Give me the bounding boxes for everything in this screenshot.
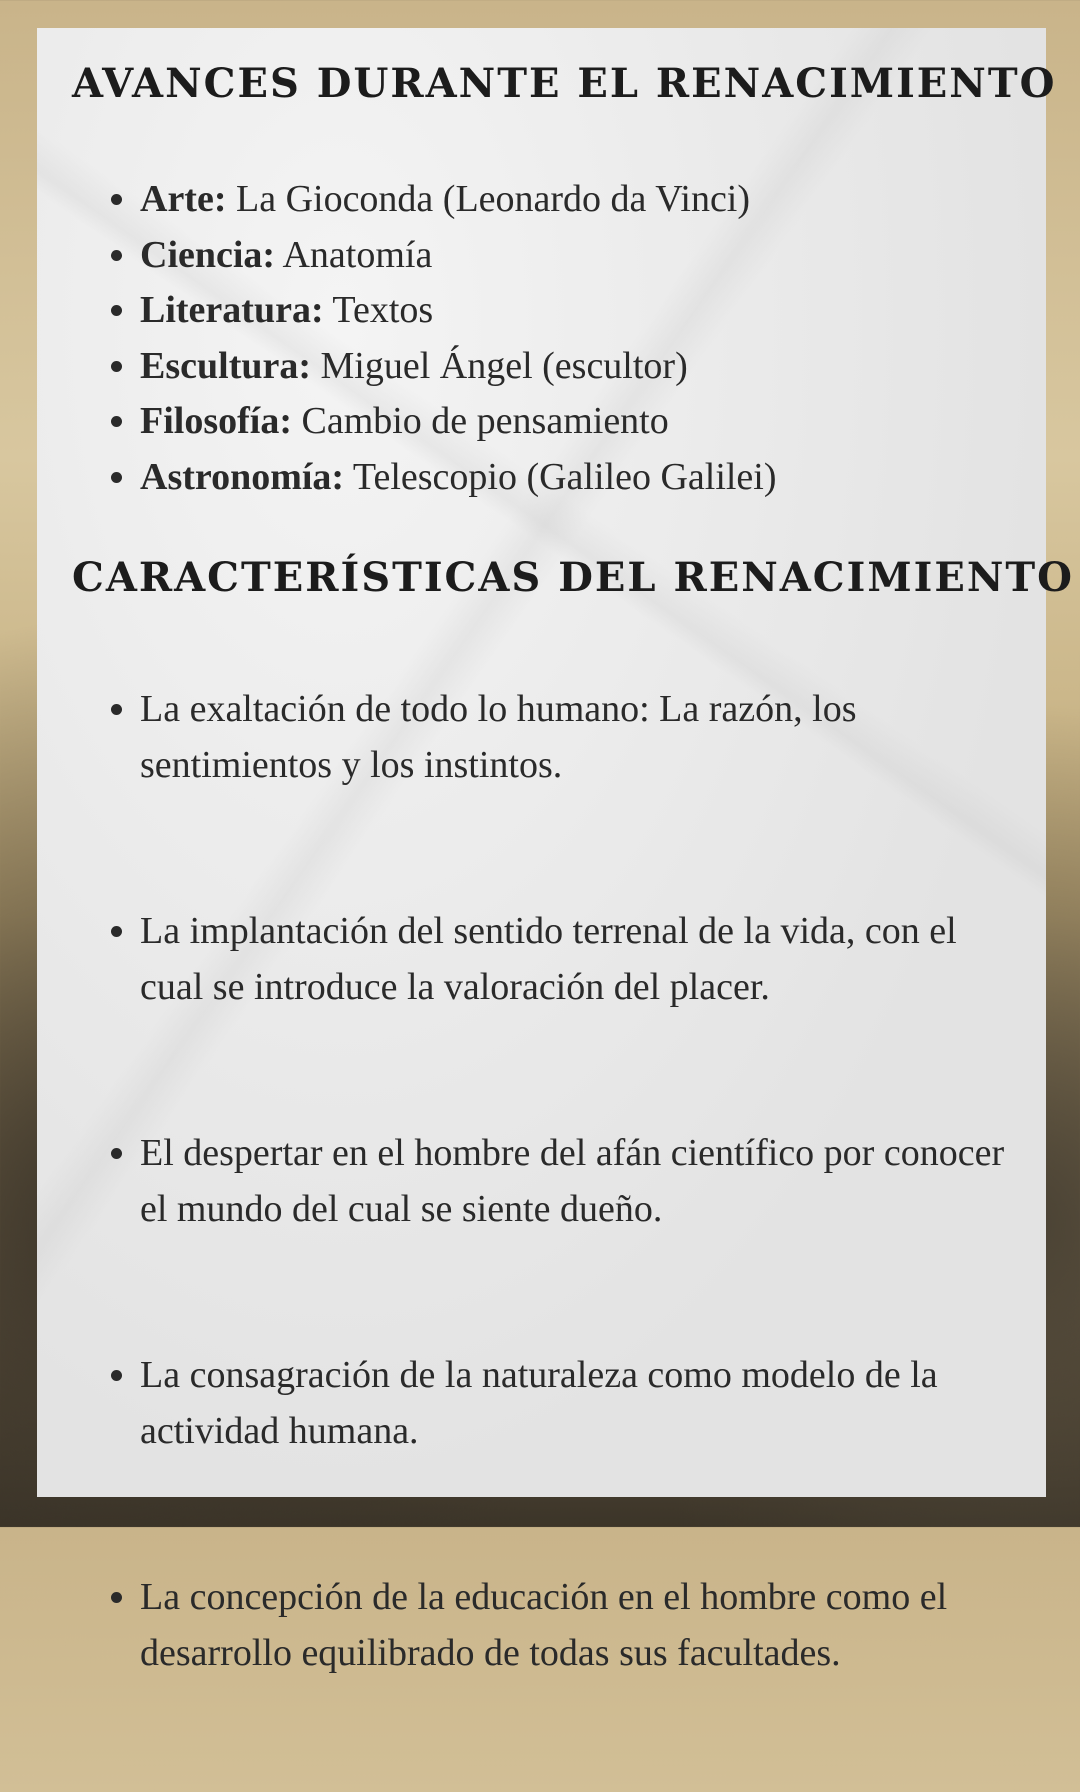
list-item: • La exaltación de todo lo humano: La razón, los sentimientos y los instintos.: [140, 682, 1020, 793]
list-item: • La consagración de la naturaleza como modelo de la actividad humana.: [140, 1348, 1020, 1459]
avances-list: [103, 172, 777, 505]
section-title-caracteristicas: CARACTERÍSTICAS DEL RENACIMIENTO: [72, 554, 1074, 601]
list-item: • La concepción de la educación en el hombre como el desarrollo equilibrado de todas sus facultades.: [140, 1570, 1020, 1681]
document-card: [37, 28, 1074, 1674]
list-item: • Astronomía: Telescopio (Galileo Galilei): [140, 450, 777, 506]
section-title-avances: AVANCES DURANTE EL RENACIMIENTO: [72, 60, 1057, 107]
list-item: • El despertar en el hombre del afán científico por conocer el mundo del cual se siente dueño.: [140, 1126, 1020, 1237]
list-item: • Escultura: Miguel Ángel (escultor): [140, 339, 777, 395]
list-item: • La implantación del sentido terrenal de la vida, con el cual se introduce la valoración del placer.: [140, 904, 1020, 1015]
list-item: • Literatura: Textos: [140, 283, 777, 339]
list-item: • Ciencia: Anatomía: [140, 228, 777, 284]
caracteristicas-list: [103, 682, 1020, 1792]
list-item: • Arte: La Gioconda (Leonardo da Vinci): [140, 172, 777, 228]
list-item: • Filosofía: Cambio de pensamiento: [140, 394, 777, 450]
